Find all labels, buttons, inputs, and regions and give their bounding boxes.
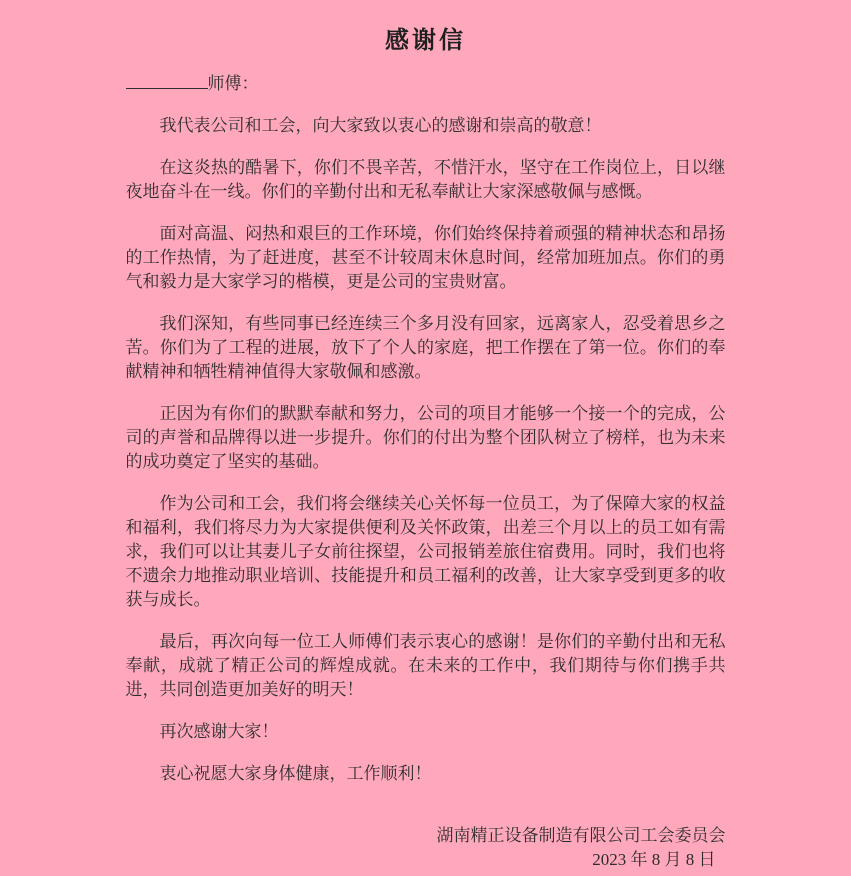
salutation-suffix: 师傅： bbox=[207, 74, 259, 93]
letter-title: 感谢信 bbox=[385, 28, 466, 54]
closing-thanks-line: 再次感谢大家！ bbox=[159, 722, 279, 741]
letter-paragraph: 正因为有你们的默默奉献和努力，公司的项目才能够一个接一个的完成，公司的声誉和品牌得以进一步提升。你们的付出为整个团队树立了榜样，也为未来的成功奠定了坚实的基础。 bbox=[125, 404, 726, 471]
closing-wish-line: 衷心祝愿大家身体健康，工作顺利！ bbox=[159, 764, 432, 783]
letter-paragraph: 面对高温、闷热和艰巨的工作环境，你们始终保持着顽强的精神状态和昂扬的工作热情，为了赶进度，甚至不计较周末休息时间，经常加班加点。你们的勇气和毅力是大家学习的楷模，更是公司的宝贵财富。 bbox=[125, 224, 726, 291]
signature-organization: 湖南精正设备制造有限公司工会委员会 bbox=[436, 826, 726, 845]
letter-paragraph: 我们深知，有些同事已经连续三个多月没有回家，远离家人，忍受着思乡之苦。你们为了工程的进展，放下了个人的家庭，把工作摆在了第一位。你们的奉献精神和牺牲精神值得大家敬佩和感激。 bbox=[125, 314, 726, 381]
recipient-name-blank bbox=[126, 71, 208, 89]
thank-you-letter bbox=[126, 0, 726, 872]
salutation-line bbox=[126, 71, 726, 96]
letter-paragraph: 最后，再次向每一位工人师傅们表示衷心的感谢！是你们的辛勤付出和无私奉献，成就了精正公司的辉煌成就。在未来的工作中，我们期待与你们携手共进，共同创造更加美好的明天！ bbox=[125, 632, 726, 699]
letter-paragraph: 作为公司和工会，我们将会继续关心关怀每一位员工，为了保障大家的权益和福利，我们将尽力为大家提供便利及关怀政策，出差三个月以上的员工如有需求，我们可以让其妻儿子女前往探望，公司报销差旅住宿费用。同时，我们也将不遗余力地推动职业培训、技能提升和员工福利的改善，让大家享受到更多的收获与成长。 bbox=[125, 494, 726, 609]
letter-paragraph: 我代表公司和工会，向大家致以衷心的感谢和崇高的敬意！ bbox=[159, 116, 602, 135]
letter-paragraph: 在这炎热的酷暑下，你们不畏辛苦，不惜汗水，坚守在工作岗位上，日以继夜地奋斗在一线。你们的辛勤付出和无私奉献让大家深感敬佩与感慨。 bbox=[125, 158, 726, 201]
signature-date: 2023 年 8 月 8 日 bbox=[592, 850, 716, 869]
